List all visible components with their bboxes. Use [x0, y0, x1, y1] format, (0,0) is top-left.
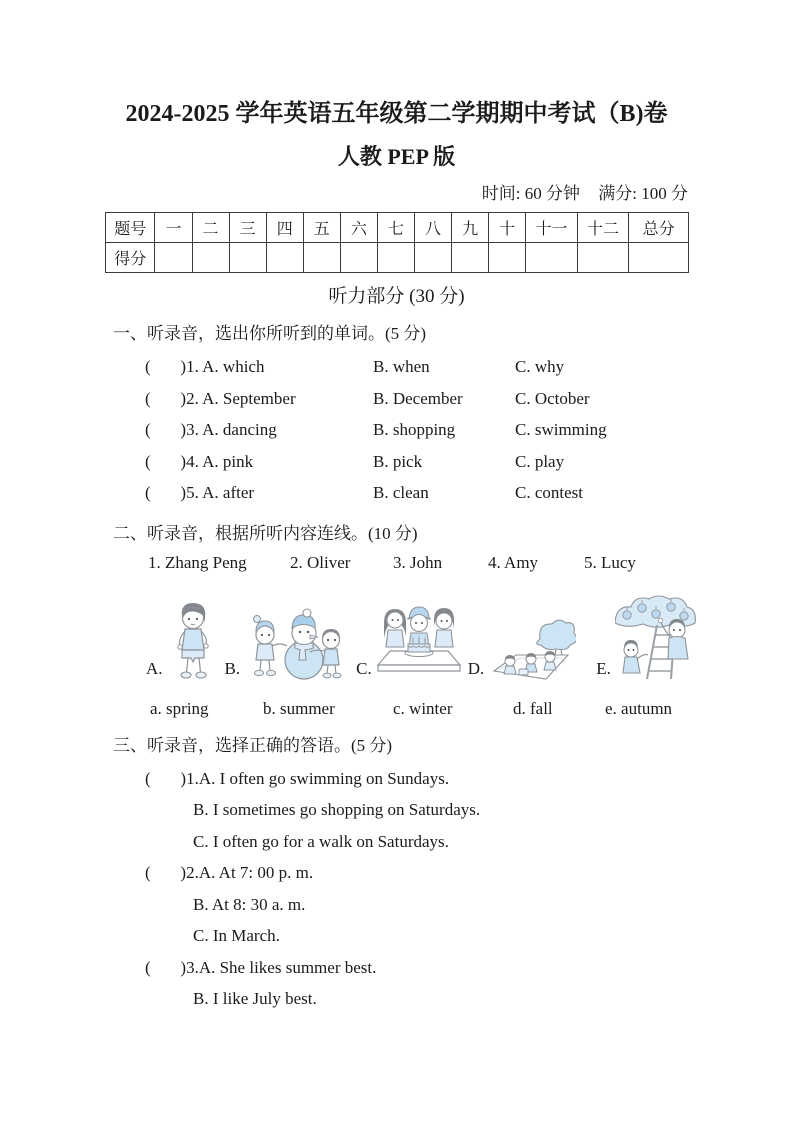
- picture-label: E.: [596, 658, 611, 678]
- score-cell: [489, 243, 526, 273]
- section-three-title: 三、听录音，选择正确的答语。(5 分): [113, 735, 393, 755]
- page-subtitle: 人教 PEP 版: [337, 144, 456, 169]
- score-cell: [414, 243, 451, 273]
- season-item: d. fall: [513, 698, 553, 718]
- score-table-header-cell: 五: [303, 213, 340, 243]
- listening-part-heading: 听力部分 (30 分): [328, 286, 465, 307]
- question-option-c: C. why: [515, 357, 565, 376]
- question-option-a: ( )2. A. September: [145, 388, 296, 408]
- score-row-label: 得分: [106, 243, 155, 273]
- picture-item: [225, 605, 343, 681]
- score-table-header-cell: 题号: [106, 213, 155, 243]
- question-option-b: B. pick: [373, 451, 423, 471]
- question-option-b: B. clean: [373, 483, 429, 502]
- score-table-header-cell: 七: [377, 213, 414, 243]
- score-table-header-cell: 一: [155, 213, 192, 243]
- score-table-header-cell: 总分: [629, 213, 689, 243]
- section-one-title: 一、听录音，选出你所听到的单词。(5 分): [113, 324, 427, 343]
- answer-option-b: B. I like July best.: [193, 989, 317, 1008]
- score-table-header-cell: 二: [192, 213, 229, 243]
- question-option-a: ( )4. A. pink: [145, 451, 254, 471]
- season-item: b. summer: [263, 698, 335, 718]
- answer-option-c: C. In March.: [193, 926, 280, 945]
- name-item: 5. Lucy: [584, 552, 636, 572]
- section-one-items: [105, 351, 688, 509]
- children-building-snowman-picture: [244, 605, 342, 681]
- picture-item: [356, 601, 462, 681]
- answer-option-a: ( )3.A. She likes summer best.: [145, 957, 377, 977]
- question-row: [145, 414, 688, 446]
- picture-item: [468, 617, 577, 681]
- score-table-header-cell: 三: [229, 213, 266, 243]
- picture-label: C.: [356, 658, 372, 678]
- score-cell: [192, 243, 229, 273]
- name-item: 1. Zhang Peng: [148, 552, 247, 572]
- question-option-c: C. play: [515, 451, 565, 471]
- score-cell: [229, 243, 266, 273]
- matching-names-row: [148, 551, 688, 575]
- answer-option-b: B. At 8: 30 a. m.: [193, 894, 306, 914]
- name-item: 4. Amy: [488, 552, 539, 572]
- page-title: 2024-2025 学年英语五年级第二学期期中考试（B)卷: [125, 101, 668, 127]
- score-cell: [452, 243, 489, 273]
- season-options-row: [150, 697, 688, 721]
- score-cell: [629, 243, 689, 273]
- score-table-header-cell: 十二: [577, 213, 629, 243]
- father-and-child-picking-apples-picture: [615, 593, 697, 681]
- score-cell: [577, 243, 629, 273]
- answer-option-a: ( )2.A. At 7: 00 p. m.: [145, 863, 314, 882]
- picture-label: D.: [467, 658, 485, 678]
- question-option-a: ( )3. A. dancing: [145, 420, 277, 439]
- exam-meta: [105, 183, 688, 205]
- question-option-a: ( )1. A. which: [145, 357, 265, 376]
- children-picnic-under-tree-picture: [488, 617, 576, 681]
- name-item: 3. John: [393, 552, 443, 572]
- score-table: [105, 212, 689, 273]
- score-cell: [340, 243, 377, 273]
- time-limit-text: 时间: 60 分钟: [481, 184, 581, 203]
- score-table-header-cell: 四: [266, 213, 303, 243]
- score-cell: [155, 243, 192, 273]
- matching-pictures-row: [146, 589, 688, 681]
- question-option-b: B. when: [373, 357, 430, 376]
- question-option-a: ( )5. A. after: [145, 483, 255, 502]
- score-cell: [303, 243, 340, 273]
- picture-label: A.: [146, 658, 163, 678]
- question-option-c: C. swimming: [515, 420, 607, 439]
- season-item: e. autumn: [605, 698, 673, 718]
- question-option-c: C. October: [515, 388, 590, 408]
- question-option-c: C. contest: [515, 483, 583, 502]
- score-cell: [526, 243, 578, 273]
- picture-item: [146, 601, 219, 681]
- season-item: a. spring: [150, 698, 209, 718]
- picture-label: B.: [224, 658, 241, 678]
- score-cell: [377, 243, 414, 273]
- question-option-b: B. December: [373, 388, 463, 408]
- answer-option-a: ( )1.A. I often go swimming on Sundays.: [145, 768, 450, 788]
- section-two-title: 二、听录音，根据所听内容连线。(10 分): [113, 523, 418, 543]
- score-table-header-cell: 八: [414, 213, 451, 243]
- name-item: 2. Oliver: [290, 552, 351, 572]
- question-option-b: B. shopping: [373, 420, 456, 439]
- season-item: c. winter: [393, 698, 453, 718]
- question-row: [145, 351, 688, 383]
- score-table-header-row: [106, 213, 689, 243]
- children-with-birthday-cake-picture: [376, 601, 462, 681]
- score-table-score-row: [106, 243, 689, 273]
- full-score-text: 满分: 100 分: [598, 184, 688, 203]
- score-table-header-cell: 十: [489, 213, 526, 243]
- boy-standing-picture: [167, 601, 219, 681]
- question-row: [145, 477, 688, 509]
- answer-option-b: B. I sometimes go shopping on Saturdays.: [193, 800, 481, 819]
- picture-item: [596, 593, 697, 681]
- question-row: [145, 446, 688, 478]
- score-table-header-cell: 六: [340, 213, 377, 243]
- score-table-header-cell: 十一: [526, 213, 578, 243]
- answer-option-c: C. I often go for a walk on Saturdays.: [193, 831, 449, 851]
- score-table-header-cell: 九: [452, 213, 489, 243]
- score-cell: [266, 243, 303, 273]
- section-three-items: [105, 763, 688, 1015]
- question-row: [145, 383, 688, 415]
